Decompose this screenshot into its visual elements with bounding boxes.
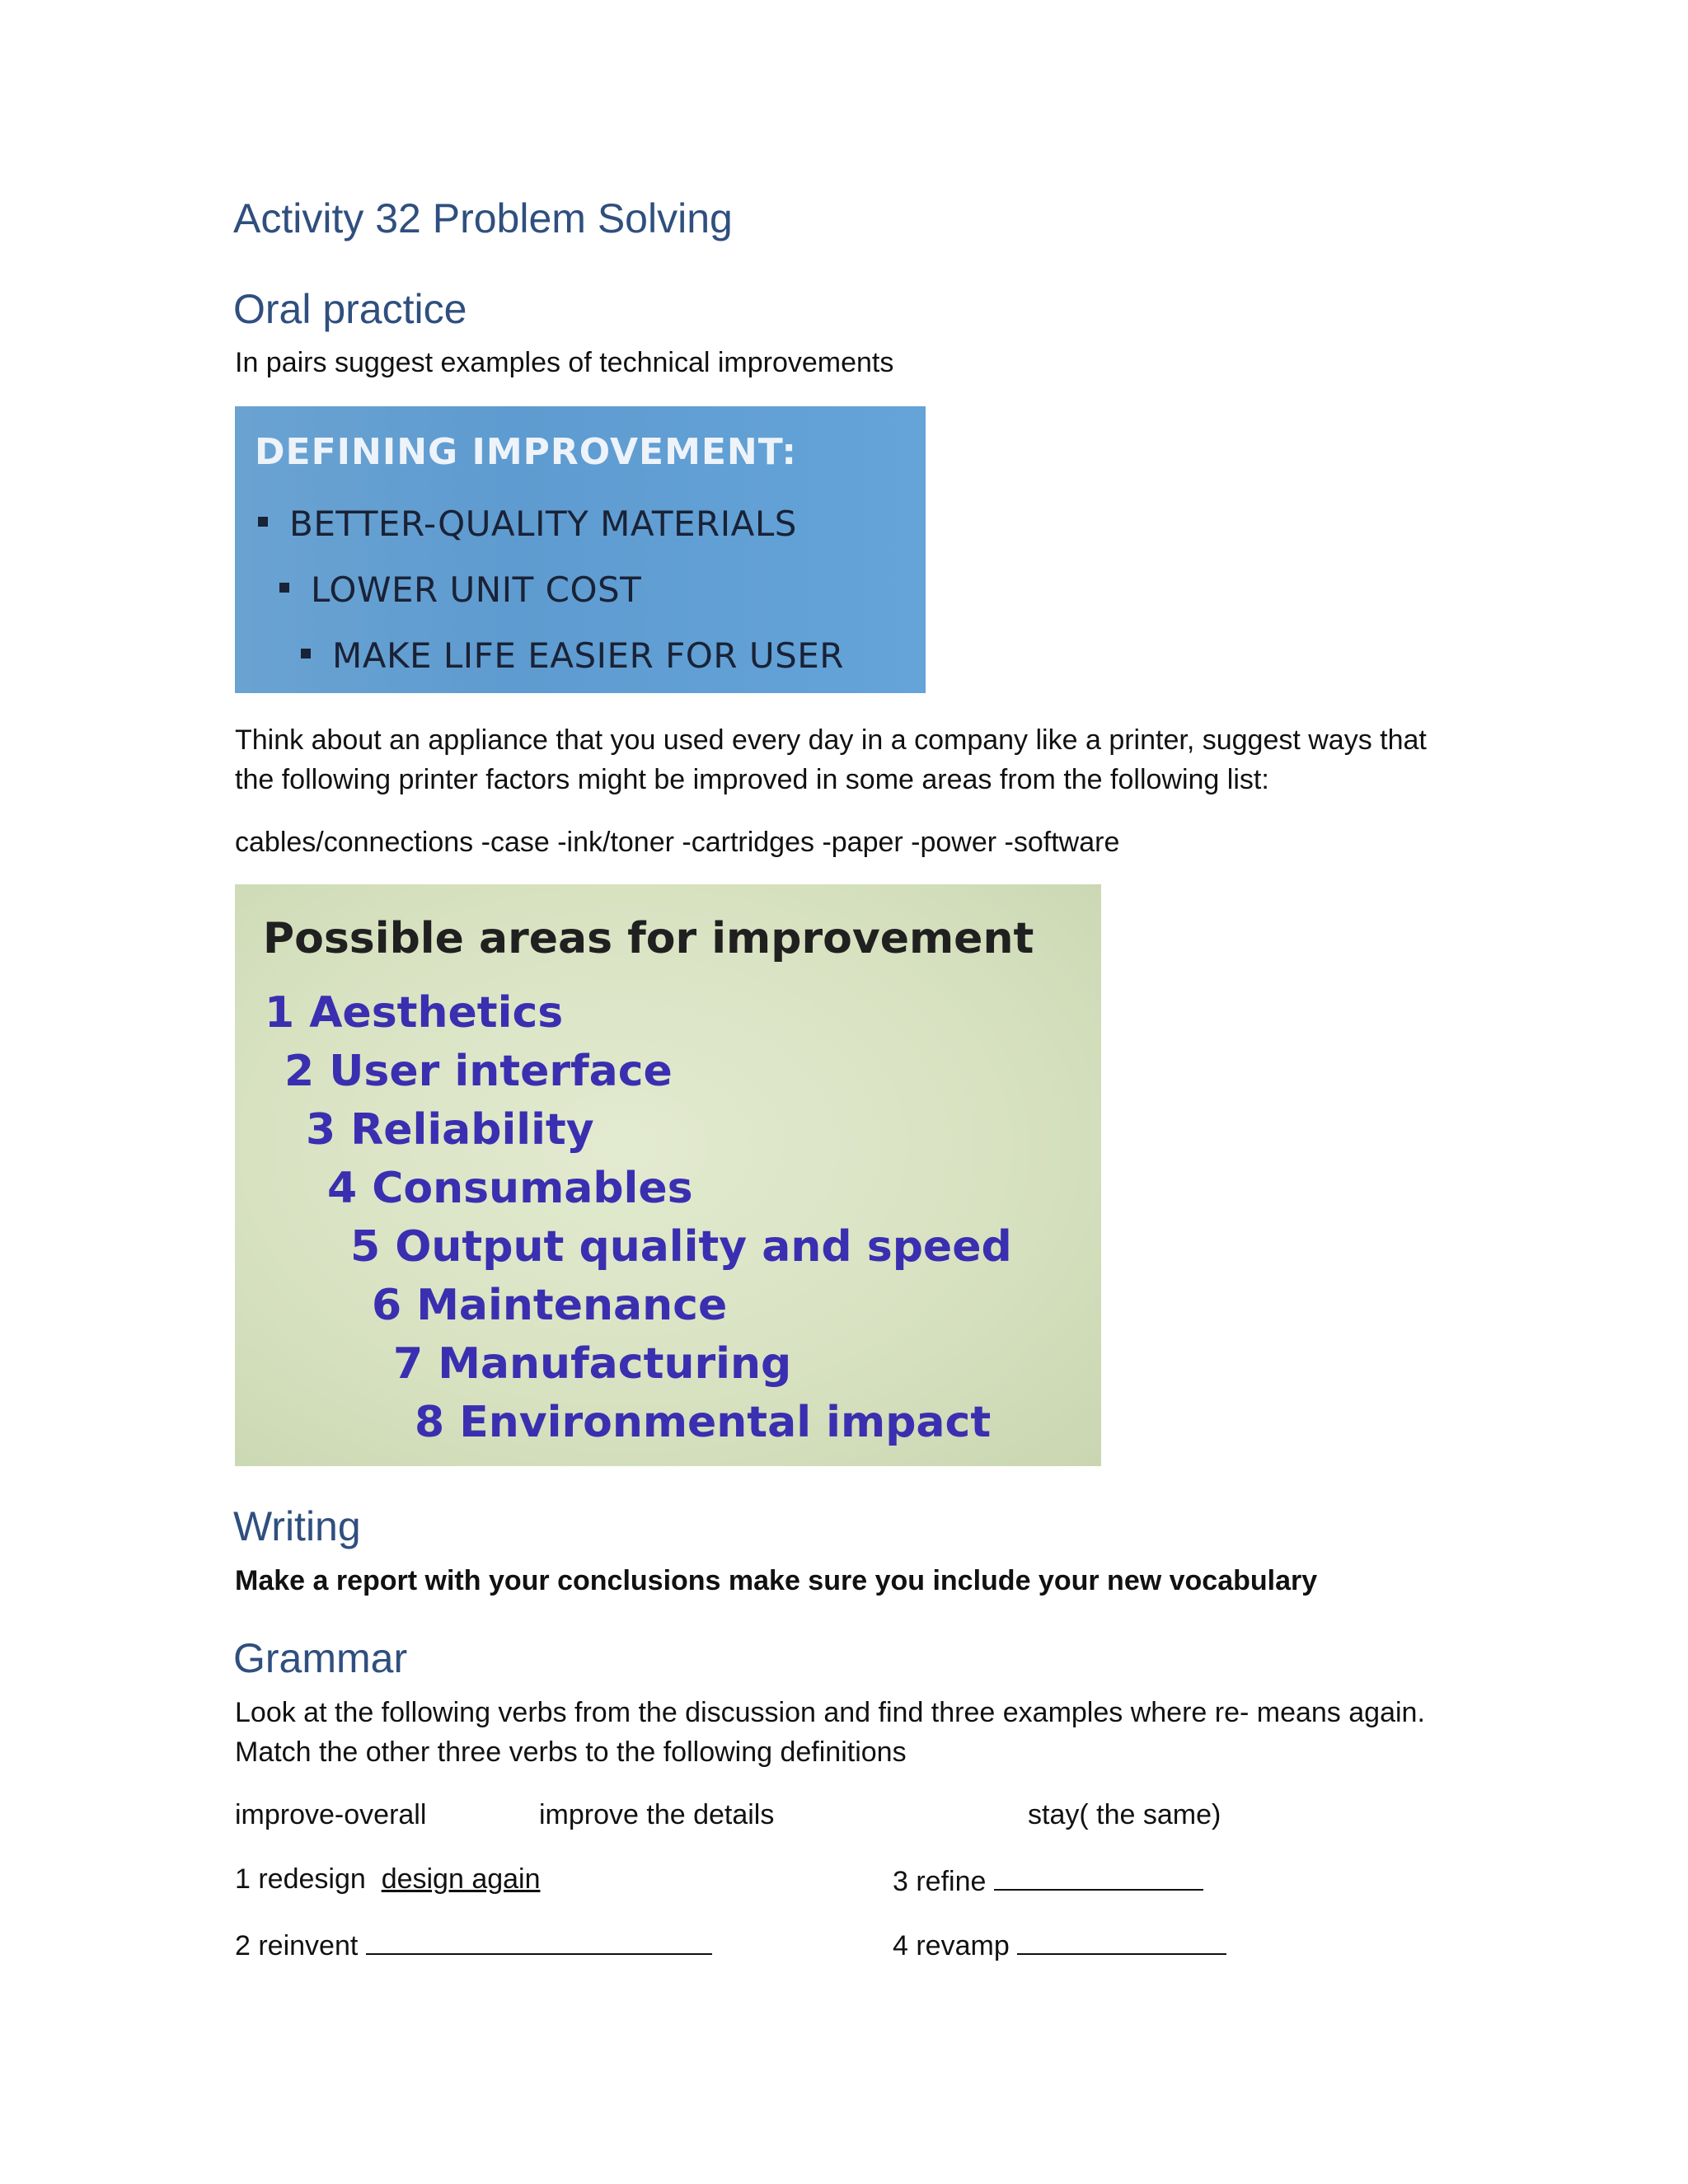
section-heading-oral-practice: Oral practice [233, 286, 467, 332]
definition-stay-same: stay( the same) [1028, 1799, 1221, 1830]
exercise-2 [235, 1924, 712, 1966]
exercise-4-verb: 4 revamp [893, 1930, 1010, 1961]
definition-improve-details: improve the details [539, 1799, 775, 1830]
area-item: 7 Manufacturing [393, 1339, 792, 1389]
oral-instruction: In pairs suggest examples of technical improvements [235, 347, 894, 378]
exercise-2-verb: 2 reinvent [235, 1930, 359, 1961]
grammar-line-2: Match the other three verbs to the following definitions [235, 1736, 907, 1768]
writing-instruction: Make a report with your conclusions make sure you include your new vocabulary [235, 1565, 1318, 1596]
exercise-3-verb: 3 refine [893, 1866, 987, 1897]
exercise-1-answer: design again [381, 1863, 541, 1895]
area-item: 6 Maintenance [372, 1281, 728, 1330]
definition-improve-overall: improve-overall [235, 1799, 427, 1830]
exercise-4-blank[interactable] [1017, 1924, 1226, 1955]
square-bullet-icon [258, 517, 268, 527]
grammar-line-1: Look at the following verbs from the discussion and find three examples where re- means again. [235, 1697, 1425, 1728]
printer-factors-list: cables/connections -case -ink/toner -cartridges -paper -power -software [235, 827, 1120, 858]
improvement-bullet: MAKE LIFE EASIER FOR USER [301, 635, 844, 676]
exercise-2-blank[interactable] [366, 1924, 712, 1955]
improvement-bullet: BETTER-QUALITY MATERIALS [258, 504, 797, 544]
exercise-4 [893, 1924, 1226, 1966]
improvement-bullet: LOWER UNIT COST [279, 569, 641, 610]
area-item: 4 Consumables [327, 1164, 693, 1213]
page-title: Activity 32 Problem Solving [233, 195, 733, 241]
defining-improvement-image [235, 406, 926, 693]
area-item: 8 Environmental impact [415, 1398, 992, 1447]
area-item: 5 Output quality and speed [350, 1222, 1012, 1272]
exercise-1 [235, 1859, 541, 1899]
paragraph-line-1: Think about an appliance that you used every day in a company like a printer, suggest ways that [235, 724, 1427, 756]
possible-areas-heading: Possible areas for improvement [263, 914, 1034, 963]
exercise-3 [893, 1859, 1203, 1901]
section-heading-writing: Writing [233, 1503, 361, 1549]
section-heading-grammar: Grammar [233, 1635, 408, 1681]
square-bullet-icon [301, 649, 311, 658]
square-bullet-icon [279, 583, 289, 593]
area-item: 1 Aesthetics [265, 988, 564, 1038]
possible-areas-image [235, 884, 1101, 1466]
area-item: 2 User interface [284, 1047, 673, 1096]
paragraph-line-2: the following printer factors might be improved in some areas from the following list: [235, 764, 1269, 795]
exercise-3-blank[interactable] [994, 1859, 1203, 1891]
exercise-1-verb: 1 redesign [235, 1863, 366, 1895]
defining-improvement-heading: DEFINING IMPROVEMENT: [255, 431, 797, 473]
area-item: 3 Reliability [306, 1105, 594, 1155]
